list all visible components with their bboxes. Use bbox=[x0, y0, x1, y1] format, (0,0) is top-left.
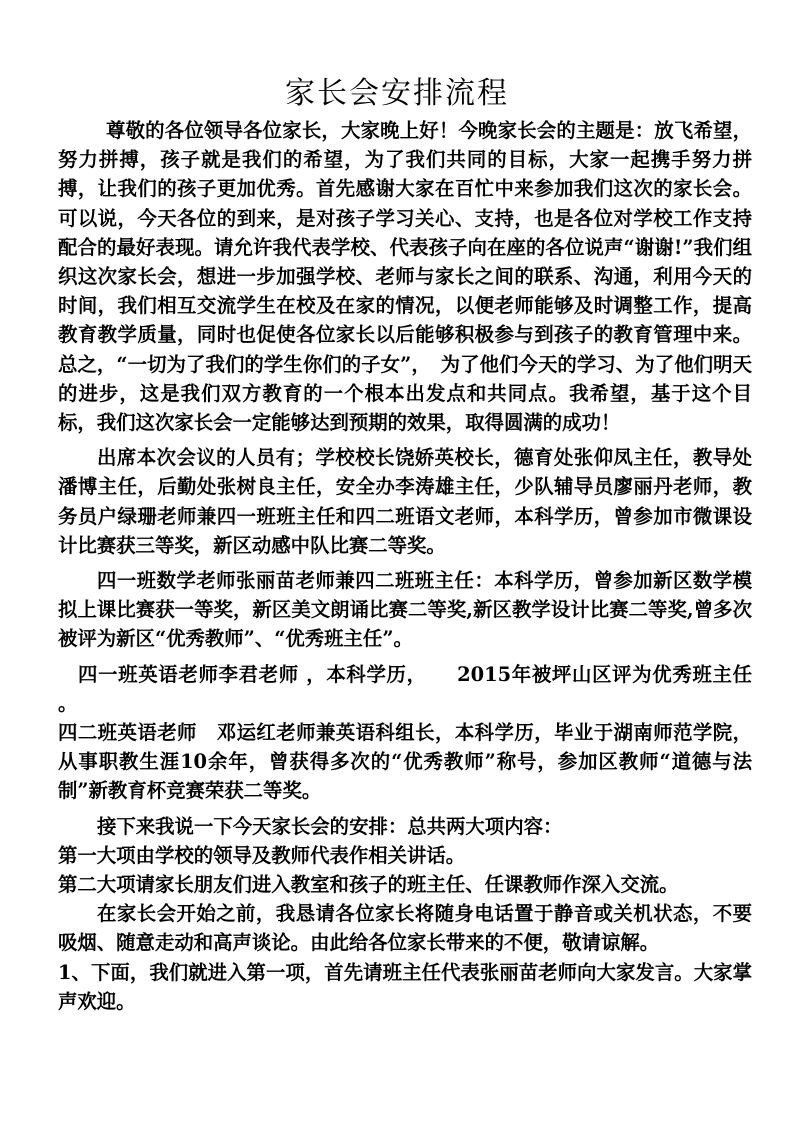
paragraph-agenda-intro: 接下来我说一下今天家长会的安排：总共两大项内容： bbox=[97, 814, 563, 838]
paragraph-math-teacher: 四一班数学老师张丽苗老师兼四二班班主任：本科学历，曾参加新区数学模拟上课比赛获一等奖，新区美文朗诵比赛二等奖,新区教学设计比赛二等奖,曾多次被评为新区“优秀教师”、“优秀班主任”。 bbox=[58, 569, 752, 651]
paragraph-english-teacher-41: 四一班英语老师李君老师 ，本科学历， 2015年被坪山区评为优秀班主任 。 bbox=[58, 662, 752, 715]
paragraph-english-teacher-42: 四二班英语老师 邓运红老师兼英语科组长，本科学历，毕业于湖南师范学院，从事职教生涯10余年，曾获得多次的“优秀教师”称号，参加区教师“道德与法制”新教育杯竞赛荣获二等奖。 bbox=[58, 721, 752, 803]
document-body bbox=[58, 116, 752, 1016]
paragraph-opening-speech: 尊敬的各位领导各位家长，大家晚上好！今晚家长会的主题是：放飞希望，努力拼搏，孩子就是我们的希望，为了我们共同的目标，大家一起携手努力拼搏，让我们的孩子更加优秀。首先感谢大家在百忙中来参加我们这次的家长会。可以说，今天各位的到来，是对孩子学习关心、支持，也是各位对学校工作支持配合的最好表现。请允许我代表学校、代表孩子向在座的各位说声“谢谢!”我们组织这次家长会，想进一步加强学校、老师与家长之间的联系、沟通，利用今天的时间，我们相互交流学生在校及在家的情况，以便老师能够及时调整工作，提高教育教学质量，同时也促使各位家长以后能够积极参与到孩子的教育管理中来。总之，“一切为了我们的学生你们的子女”， 为了他们今天的学习、为了他们明天的进步，这是我们双方教育的一个根本出发点和共同点。我希望，基于这个目标，我们这次家长会一定能够达到预期的效果，取得圆满的成功！ bbox=[58, 119, 752, 435]
paragraph-first-item: 1、下面，我们就进入第一项，首先请班主任代表张丽苗老师向大家发言。大家掌声欢迎。 bbox=[58, 960, 752, 1013]
paragraph-agenda-item-2: 第二大项请家长朋友们进入教室和孩子的班主任、任课教师作深入交流。 bbox=[58, 873, 679, 897]
paragraph-agenda-item-1: 第一大项由学校的领导及教师代表作相关讲话。 bbox=[58, 843, 466, 867]
paragraph-attendees: 出席本次会议的人员有；学校校长饶娇英校长，德育处张仰凤主任，教导处潘博主任，后勤处张树良主任，安全办李涛雄主任，少队辅导员廖丽丹老师，教务员户绿珊老师兼四一班班主任和四二班语文老师，本科学历，曾参加市微课设计比赛获三等奖，新区动感中队比赛二等奖。 bbox=[58, 446, 752, 557]
paragraph-phone-notice: 在家长会开始之前，我恳请各位家长将随身电话置于静音或关机状态，不要吸烟、随意走动和高声谈论。由此给各位家长带来的不便，敬请谅解。 bbox=[58, 902, 752, 955]
document-title: 家长会安排流程 bbox=[285, 76, 509, 111]
